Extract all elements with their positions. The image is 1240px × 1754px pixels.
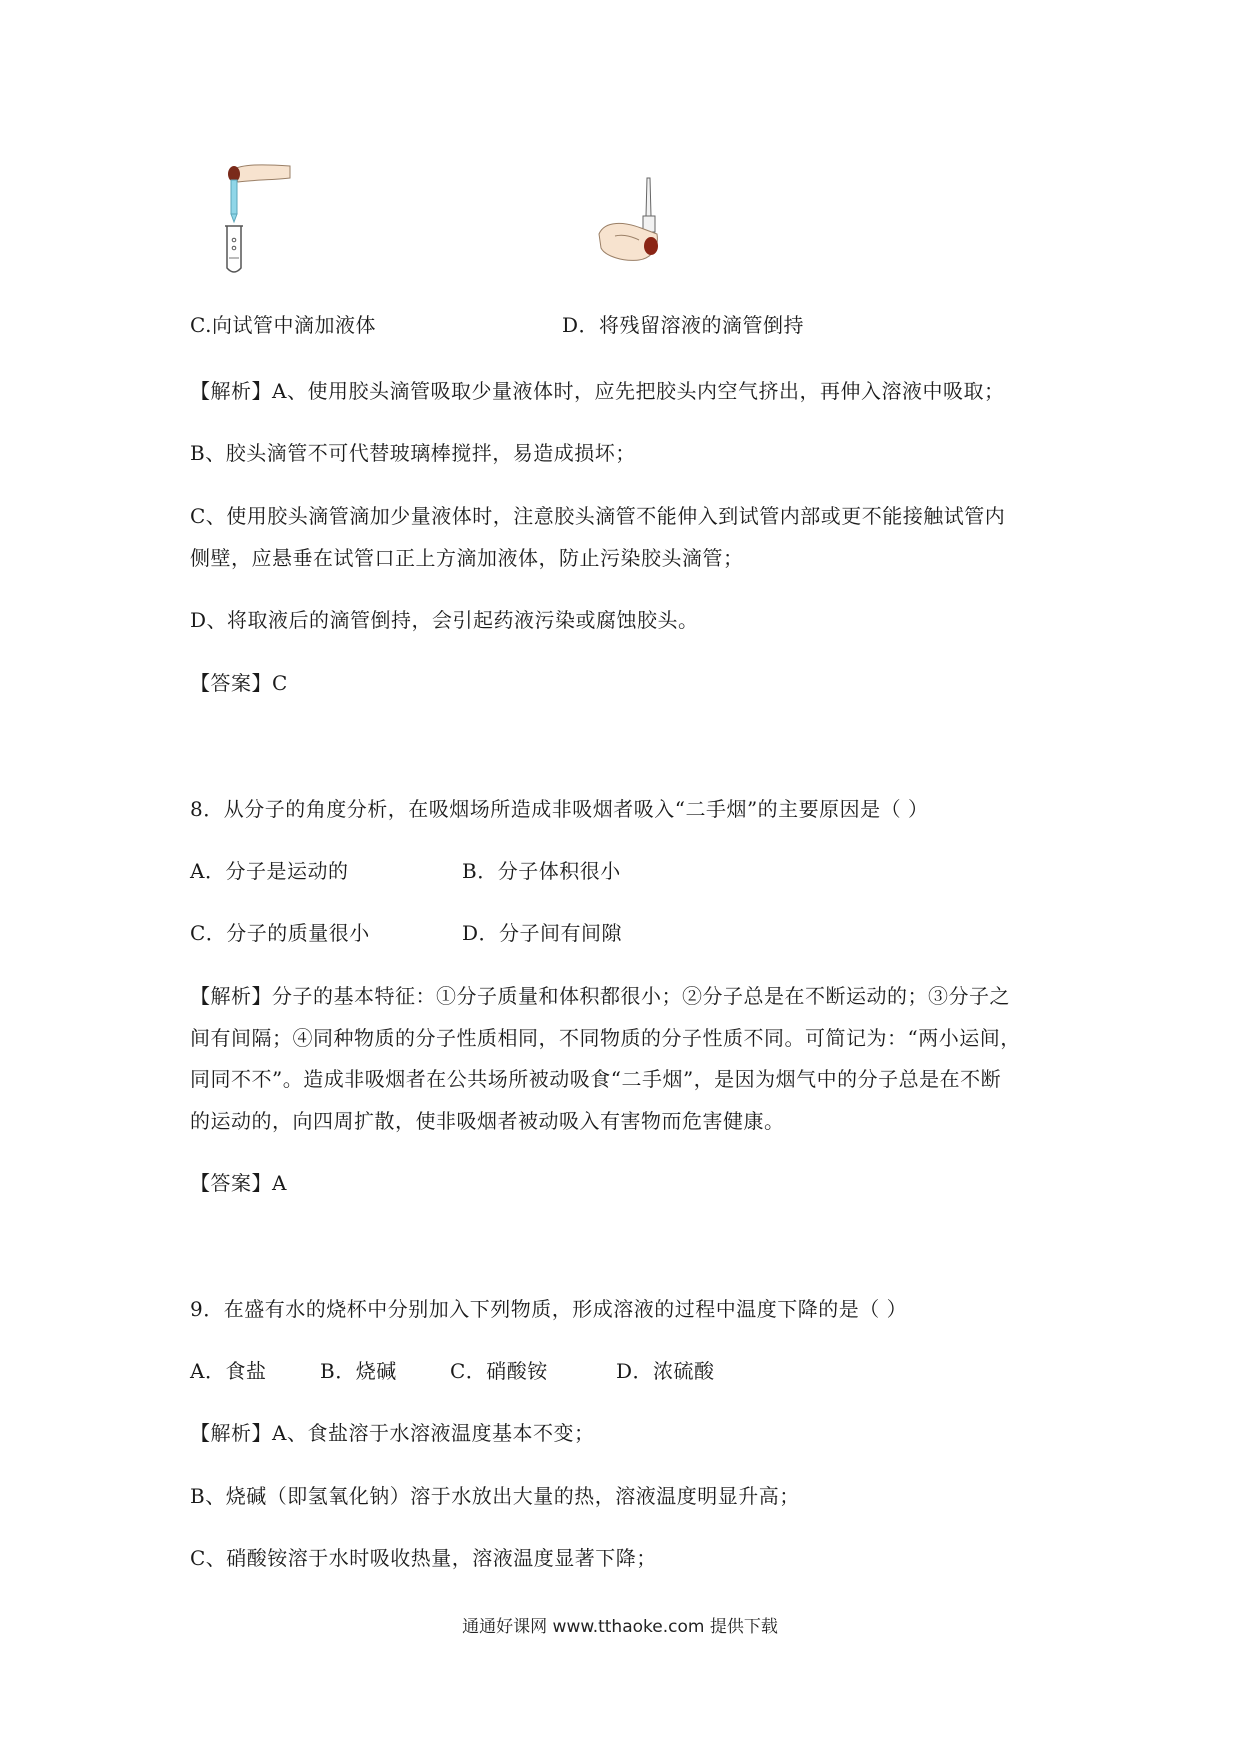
q7-analysis-line-3: C、使用胶头滴管滴加少量液体时，注意胶头滴管不能伸入到试管内部或更不能接触试管内 <box>190 504 1006 528</box>
q8-analysis-line-1: 【解析】分子的基本特征：①分子质量和体积都很小；②分子总是在不断运动的；③分子之 <box>190 984 1010 1008</box>
q8-option-b: B．分子体积很小 <box>462 859 621 883</box>
q8-analysis-line-4: 的运动的，向四周扩散，使非吸烟者被动吸入有害物而危害健康。 <box>190 1109 785 1133</box>
q7-analysis-line-2: B、胶头滴管不可代替玻璃棒搅拌，易造成损坏； <box>190 441 636 465</box>
figure-dropper-held-inverted <box>595 176 685 276</box>
q7-analysis-line-4: 侧壁，应悬垂在试管口正上方滴加液体，防止污染胶头滴管； <box>190 546 744 570</box>
q8-answer: 【答案】A <box>190 1171 287 1195</box>
q9-option-a: A．食盐 <box>190 1359 267 1383</box>
q8-analysis-line-2: 间有间隔；④同种物质的分子性质相同，不同物质的分子性质不同。可简记为：“两小运间， <box>190 1026 1021 1050</box>
page-footer: 通通好课网 www.tthaoke.com 提供下载 <box>462 1617 778 1637</box>
inverted-dropper-illustration <box>595 176 685 276</box>
q8-option-a: A．分子是运动的 <box>190 859 349 883</box>
q8-analysis-line-3: 同同不不”。造成非吸烟者在公共场所被动吸食“二手烟”，是因为烟气中的分子总是在不断 <box>190 1067 1002 1091</box>
q7-analysis-line-1: 【解析】A、使用胶头滴管吸取少量液体时，应先把胶头内空气挤出，再伸入溶液中吸取； <box>190 379 1005 403</box>
q9-option-d: D．浓硫酸 <box>616 1359 715 1383</box>
q8-option-d: D．分子间有间隙 <box>462 921 623 945</box>
q9-question: 9．在盛有水的烧杯中分别加入下列物质，形成溶液的过程中温度下降的是（ ） <box>190 1297 908 1321</box>
q7-analysis-line-5: D、将取液后的滴管倒持，会引起药液污染或腐蚀胶头。 <box>190 608 699 632</box>
q7-option-d: D．将残留溶液的滴管倒持 <box>562 313 805 337</box>
q7-answer: 【答案】C <box>190 671 288 695</box>
q8-option-c: C．分子的质量很小 <box>190 921 370 945</box>
q9-option-b: B．烧碱 <box>320 1359 397 1383</box>
q9-analysis-line-2: B、烧碱（即氢氧化钠）溶于水放出大量的热，溶液温度明显升高； <box>190 1484 800 1508</box>
q9-option-c: C．硝酸铵 <box>450 1359 548 1383</box>
figure-dropper-over-test-tube <box>212 160 302 280</box>
q7-option-c: C.向试管中滴加液体 <box>190 313 376 337</box>
dropper-test-tube-illustration <box>212 160 302 280</box>
q9-analysis-line-3: C、硝酸铵溶于水时吸收热量，溶液温度显著下降； <box>190 1546 657 1570</box>
q8-question: 8．从分子的角度分析，在吸烟场所造成非吸烟者吸入“二手烟”的主要原因是（ ） <box>190 797 929 821</box>
q9-analysis-line-1: 【解析】A、食盐溶于水溶液温度基本不变； <box>190 1421 595 1445</box>
